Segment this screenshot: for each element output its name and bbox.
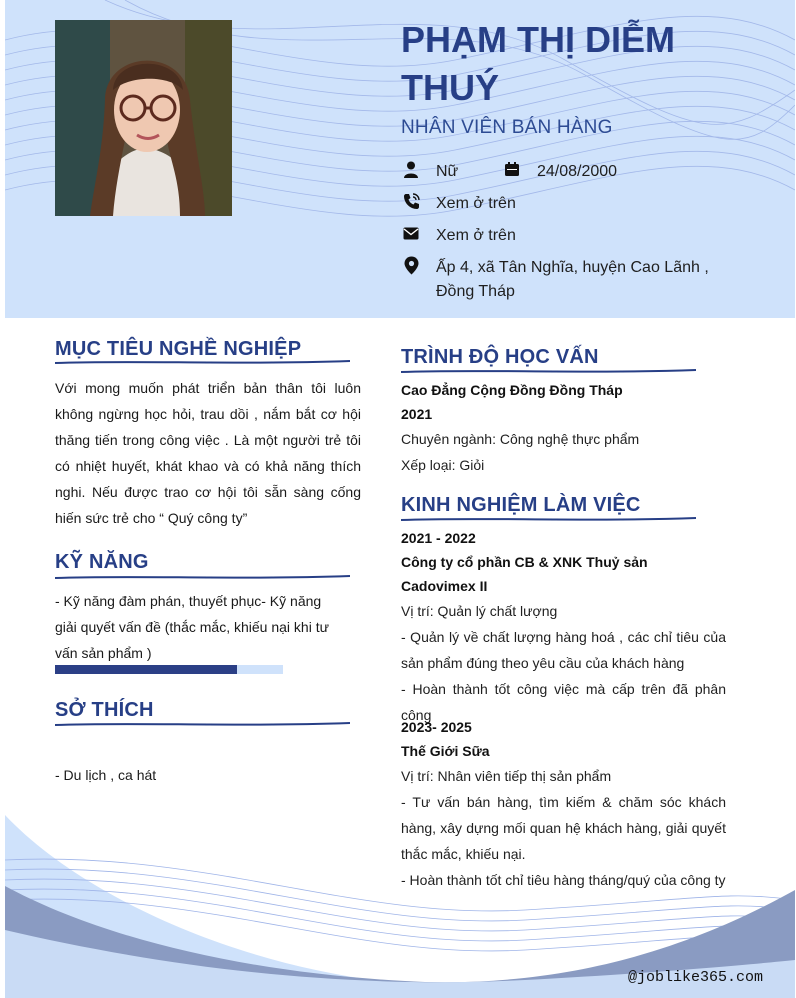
resume-page [5, 0, 795, 998]
candidate-name: PHẠM THỊ DIỄM THUÝ [401, 19, 675, 108]
skill-level-bar [55, 665, 283, 674]
portrait-photo [55, 20, 232, 216]
education-underline [401, 367, 696, 375]
footer-wave [5, 790, 795, 998]
birthdate-row [502, 160, 617, 184]
job-duty: - Tư vấn bán hàng, tìm kiếm & chăm sóc khách hàng, xây dựng mối quan hệ khách hàng, giải quyết thắc mắc, khiếu nại. [401, 794, 726, 862]
gender-row [401, 160, 458, 184]
hobbies-underline [55, 720, 350, 728]
phone-row [401, 192, 516, 216]
objective-underline [55, 358, 350, 366]
job-title: NHÂN VIÊN BÁN HÀNG [401, 117, 613, 138]
address-value: Ấp 4, xã Tân Nghĩa, huyện Cao Lãnh , Đồng Tháp [436, 259, 709, 300]
skills-text: - Kỹ năng đàm phán, thuyết phục- Kỹ năng giải quyết vấn đề (thắc mắc, khiếu nại khi tư vấn sản phẩm ) [55, 593, 329, 661]
skills-title: KỸ NĂNG [55, 551, 149, 573]
job-period: 2023- 2025 [401, 719, 472, 735]
skill-level-fill [55, 665, 237, 674]
gender-value: Nữ [436, 163, 459, 180]
job-company: Thế Giới Sữa [401, 743, 490, 759]
calendar-icon [502, 159, 522, 179]
job-duty: - Hoàn thành tốt chỉ tiêu hàng tháng/quý của công ty [401, 872, 726, 888]
email-row [401, 224, 516, 248]
objective-text: Với mong muốn phát triển bản thân tôi luôn không ngừng học hỏi, trau dồi , nắm bắt cơ hội thăng tiến trong công việc . Là một người trẻ tôi có nhiệt huyết, khát khao và có khả năng thích nghi. Nếu được trao cơ hội tôi sẵn sàng cống hiến sức trẻ cho “ Quý công ty” [55, 380, 361, 526]
hobbies-title: SỞ THÍCH [55, 699, 154, 721]
skills-underline [55, 573, 350, 581]
objective-title: MỤC TIÊU NGHỀ NGHIỆP [55, 338, 302, 360]
job-duty: - Hoàn thành tốt công việc mà cấp trên đã phân công [401, 681, 726, 723]
address-row [401, 256, 741, 304]
job-position: Vị trí: Quản lý chất lượng [401, 603, 558, 619]
footer-handle: @joblike365.com [627, 969, 763, 986]
education-major: Chuyên ngành: Công nghệ thực phẩm [401, 431, 640, 447]
job-entry [401, 526, 726, 728]
education-grade: Xếp loại: Giỏi [401, 457, 485, 473]
education-school: Cao Đẳng Cộng Đồng Đồng Tháp [401, 382, 623, 398]
experience-title: KINH NGHIỆM LÀM VIỆC [401, 494, 641, 516]
job-duty: - Quản lý về chất lượng hàng hoá , các chỉ tiêu của sản phẩm đúng theo yêu cầu của khách hàng [401, 629, 726, 671]
experience-underline [401, 515, 696, 523]
user-icon [401, 159, 421, 179]
education-title: TRÌNH ĐỘ HỌC VẤN [401, 346, 599, 368]
job-period: 2021 - 2022 [401, 530, 476, 546]
phone-value: Xem ở trên [436, 195, 516, 212]
birthdate-value: 24/08/2000 [537, 163, 618, 180]
education-block [401, 378, 731, 478]
email-icon [401, 223, 421, 243]
job-position: Vị trí: Nhân viên tiếp thị sản phẩm [401, 768, 612, 784]
email-value: Xem ở trên [436, 227, 516, 244]
profile-photo [55, 20, 232, 216]
hobbies-text: - Du lịch , ca hát [55, 767, 157, 783]
education-year: 2021 [401, 406, 433, 422]
phone-icon [401, 191, 421, 211]
location-icon [401, 255, 421, 275]
job-company: Công ty cổ phần CB & XNK Thuỷ sản Cadovimex II [401, 554, 648, 594]
